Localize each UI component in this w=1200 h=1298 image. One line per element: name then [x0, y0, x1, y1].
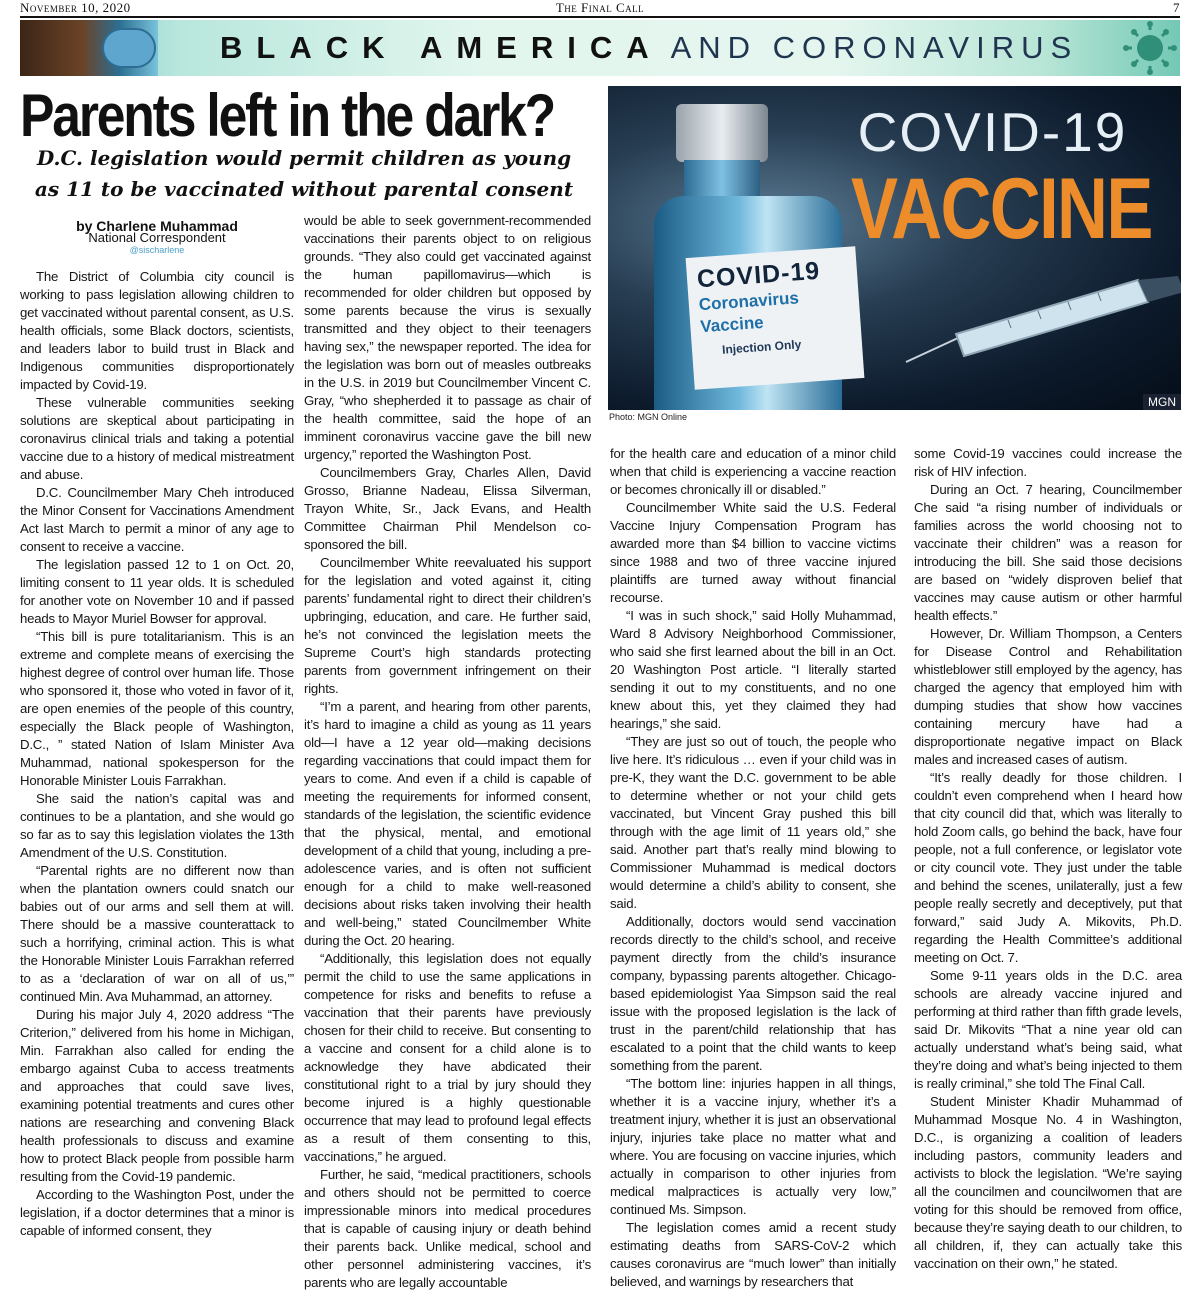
vaccine-vial-image	[646, 104, 822, 410]
article-paragraph: These vulnerable communities seeking solutions are skeptical about participating in coronavirus clinical trials and taking a potential vaccine due to a history of medical mistreatment and abuse.	[20, 395, 294, 482]
photo-overlay-vaccine: VACCINE	[851, 161, 1152, 257]
article-paragraph: Councilmember White said the U.S. Federal Vaccine Injury Compensation Program has awarded more than $4 billion to vaccine victims since 1988 and two of three vaccine injured plaintiffs are turned away without financial recourse.	[610, 500, 896, 605]
masked-person-image	[20, 20, 158, 76]
article-paragraph: “It’s really deadly for those children. I couldn’t even comprehend when I heard how that city council did that, which was literally to hold Zoom calls, go behind the back, have four people, not a full conference, or legislator vote or city council vote. They just under the table and behind the scenes, unilaterally, just a few people really secretly and deceptively, put that forward,” said Judy A. Mikovits, Ph.D. regarding the Health Committee’s additional meeting on Oct. 7.	[914, 770, 1182, 965]
article-column-1	[20, 268, 294, 1240]
headline: Parents left in the dark?	[20, 82, 555, 149]
vial-label-line: Coronavirus	[698, 288, 800, 315]
vial-label	[686, 246, 865, 390]
subheadline	[20, 143, 588, 205]
newspaper-name: The Final Call	[555, 0, 645, 15]
article-paragraph: The legislation comes amid a recent study estimating deaths from SARS-CoV-2 which causes coronavirus are “much lower” than initially believed, and warnings by researchers that	[610, 1220, 896, 1289]
byline	[20, 220, 294, 256]
article-paragraph: some Covid-19 vaccines could increase the risk of HIV infection.	[914, 446, 1182, 479]
article-paragraph: During his major July 4, 2020 address “The Criterion,” delivered from his home in Michigan, Min. Farrakhan also called for ending the embargo against Cuba to access treatments and approaches that could save lives, examining potential treatments and cures other nations are researching and convening Black health professionals to discuss and examine how to protect Black people from possible harm resulting from the Covid-19 pandemic.	[20, 1007, 294, 1184]
article-paragraph: Some 9-11 years olds in the D.C. area schools are already vaccine injured and performing at third rather than fifth grade levels, said Dr. Mikovits “That a nine year old can actually understand what’s being said, what they’re doing and what’s being injected to them is really criminal,” she told The Final Call.	[914, 968, 1182, 1091]
article-paragraph: The legislation passed 12 to 1 on Oct. 20, limiting consent to 11 year olds. It is scheduled for another vote on November 10 and if passed heads to Mayor Muriel Bowser for approval.	[20, 557, 294, 626]
article-paragraph: She said the nation’s capital was and continues to be a plantation, and she would go so far as to say this legislation violates the 13th Amendment of the U.S. Constitution.	[20, 791, 294, 860]
subhead-line: D.C. legislation would permit children as young	[36, 146, 572, 170]
article-paragraph: Councilmembers Gray, Charles Allen, David Grosso, Brianne Nadeau, Elissa Silverman, Trayon White, Sr., Jack Evans, and Health Committee Chairman Phil Mendelson co-sponsored the bill.	[304, 465, 591, 552]
masthead	[20, 0, 1180, 16]
article-paragraph: would be able to seek government-recommended vaccinations their parents object to on religious grounds. “They also could get vaccinated against the human papillomavirus—which is recommended for older children but opposed by some parents because the virus is sexually transmitted and they object to their teenagers having sex,” the newspaper reported. The idea for the legislation was born out of measles outbreaks in the U.S. in 2019 but Councilmember Vincent C. Gray, “who shepherded it to passage as chair of the health committee, said the hope of an imminent coronavirus vaccine gave the bill new urgency,” reported the Washington Post.	[304, 213, 591, 462]
syringe-icon	[898, 276, 1181, 366]
article-paragraph: “Additionally, this legislation does not equally permit the child to use the same applications in competence for risks and benefits to refuse a vaccination that their parents have previously chosen for their child to receive. But consenting to a vaccine and consent for a child alone is to acknowledge they have abdicated their constitutional right to a trial by jury should they become injured is a highly questionable occurrence that may lead to profound legal effects as a result of them consenting to this, vaccinations,” he argued.	[304, 951, 591, 1164]
issue-date: November 10, 2020	[20, 0, 131, 15]
article-paragraph: Additionally, doctors would send vaccination records directly to the child’s school, and receive payment directly from the child’s insurance company, bypassing parents altogether. Chicago-based epidemiologist Yaa Simpson said the real issue with the proposed legislation is the lack of trust in the parent/child relationship that has escalated to a point that the child wants to keep something from the parent.	[610, 914, 896, 1073]
article-paragraph: The District of Columbia city council is working to pass legislation allowing children to get vaccinated without parental consent, as U.S. health officials, some Black doctors, scientists, and leaders labor to build trust in Black and Indigenous communities disproportionately impacted by Covid-19.	[20, 269, 294, 392]
article-column-4	[914, 445, 1182, 1273]
section-title-light: AND CORONAVIRUS	[670, 30, 1079, 65]
subhead-line: as 11 to be vaccinated without parental consent	[34, 177, 574, 201]
face-mask-icon	[102, 28, 156, 68]
vial-neck	[684, 160, 760, 200]
section-title	[220, 30, 1078, 66]
section-banner	[20, 20, 1180, 76]
article-paragraph: According to the Washington Post, under the legislation, if a doctor determines that a minor is capable of informed consent, they	[20, 1187, 294, 1238]
masthead-rule	[20, 16, 1180, 18]
photo-watermark: MGN	[1143, 394, 1181, 410]
section-title-bold: BLACK AMERICA	[220, 30, 663, 65]
article-paragraph: However, Dr. William Thompson, a Centers for Disease Control and Rehabilitation whistleblower still employed by the agency, has charged the agency that employed him with dumping studies that show how vaccines containing mercury have had a disproportionate negative impact on Black males and increased cases of autism.	[914, 626, 1182, 767]
photo-credit: Photo: MGN Online	[609, 412, 688, 422]
author-handle: @sischarlene	[129, 245, 185, 255]
article-paragraph: Further, he said, “medical practitioners, schools and others should not be permitted to coerce impressionable minors into medical procedures that is capable of causing injury or death behind their parents back. Unlike medical, school and other personnel administering vaccines, it’s parents who are legally accountable	[304, 1167, 591, 1290]
author-role: National Correspondent	[88, 230, 226, 245]
article-column-2	[304, 212, 591, 1292]
virus-icon	[1116, 20, 1180, 76]
article-paragraph: “The bottom line: injuries happen in all things, whether it is a vaccine injury, whether it’s a treatment injury, whether it is just an observational injury, injuries take place no matter what and where. You are focusing on vaccine injuries, which actually in comparison to other injuries from medical malpractices is actually very low,” continued Ms. Simpson.	[610, 1076, 896, 1217]
article-paragraph: “I’m a parent, and hearing from other parents, it’s hard to imagine a child as young as 11 years old—I have a 12 year old—making decisions regarding vaccinations that could impact them for years to come. And even if a child is capable of meeting the requirements for informed consent, standards of the legislation, the scientific evidence that the physical, mental, and emotional development of a child that young, including a pre-adolescence varies, and is often not sufficient enough for a child to make well-reasoned decisions about risks taken involving their health and well-being,” stated Councilmember White during the Oct. 20 hearing.	[304, 699, 591, 948]
vial-label-note: Injection Only	[721, 337, 802, 357]
vial-label-line: Vaccine	[699, 312, 765, 337]
article-paragraph: “I was in such shock,” said Holly Muhammad, Ward 8 Advisory Neighborhood Commissioner, who said she first learned about the bill in an Oct. 20 Washington Post article. “I literally started sending it out to my constituents, and no one knew about this, yet they claimed they had hearings,” she said.	[610, 608, 896, 731]
article-paragraph: During an Oct. 7 hearing, Councilmember Che said “a rising number of individuals or families across the world choosing not to vaccinate their children” was a reason for introducing the bill. She said those decisions are based on “widely disproven belief that vaccines may cause autism or other harmful health effects.”	[914, 482, 1182, 623]
article-paragraph: for the health care and education of a minor child when that child is experiencing a vaccine reaction or becomes chronically ill or disabled.”	[610, 446, 896, 497]
vial-cap	[676, 104, 768, 162]
author-name: by Charlene Muhammad	[76, 218, 238, 234]
article-paragraph: “Parental rights are no different now than when the plantation owners could snatch our babies out of our arms and sell them at will. There should be a massive counterattack to such a horrifying, criminal action. This is what the Honorable Minister Louis Farrakhan referred to as a ‘declaration of war on all of us,’” continued Min. Ava Muhammad, an attorney.	[20, 863, 294, 1004]
article-paragraph: Councilmember White reevaluated his support for the legislation and voted against it, citing parents’ fundamental right to direct their children’s upbringing, education, and care. He further said, he’s not convinced the legislation meets the Supreme Court’s high standards protecting parents from government infringement on their rights.	[304, 555, 591, 696]
page-number: 7	[1173, 0, 1180, 15]
vial-label-title: COVID-19	[696, 256, 822, 294]
vaccine-photo	[608, 86, 1181, 410]
article-paragraph: Student Minister Khadir Muhammad of Muhammad Mosque No. 4 in Washington, D.C., is organizing a coalition of leaders including pastors, community leaders and activists to block the legislation. “We’re saying all the councilmen and councilwomen that are voting for this should be removed from office, because they’re saying death to our children, to all children, if, they can actually take this vaccination on their own,” he stated.	[914, 1094, 1182, 1271]
article-paragraph: “This bill is pure totalitarianism. This is an extreme and complete means of exercising the highest degree of control over human life. Those who sponsored it, those who voted in favor of it, are open enemies of the people of this country, especially the Black people of Washington, D.C., ” stated Nation of Islam Minister Ava Muhammad, national spokesperson for the Honorable Minister Louis Farrakhan.	[20, 629, 294, 788]
article-paragraph: D.C. Councilmember Mary Cheh introduced the Minor Consent for Vaccinations Amendment Act last March to permit a minor of any age to consent to receive a vaccine.	[20, 485, 294, 554]
article-paragraph: “They are just so out of touch, the people who live here. It’s ridiculous … even if your child was in pre-K, they want the D.C. government to be able to determine whether or not your child gets vaccinated, but Vincent Gray pushed this bill through with the age limit of 11 years old,” she said. Another part that’s really mind blowing to Commissioner Muhammad is medical doctors would determine a child’s ability to consent, she said.	[610, 734, 896, 911]
article-column-3	[610, 445, 896, 1291]
photo-overlay-title: COVID-19	[857, 101, 1128, 163]
